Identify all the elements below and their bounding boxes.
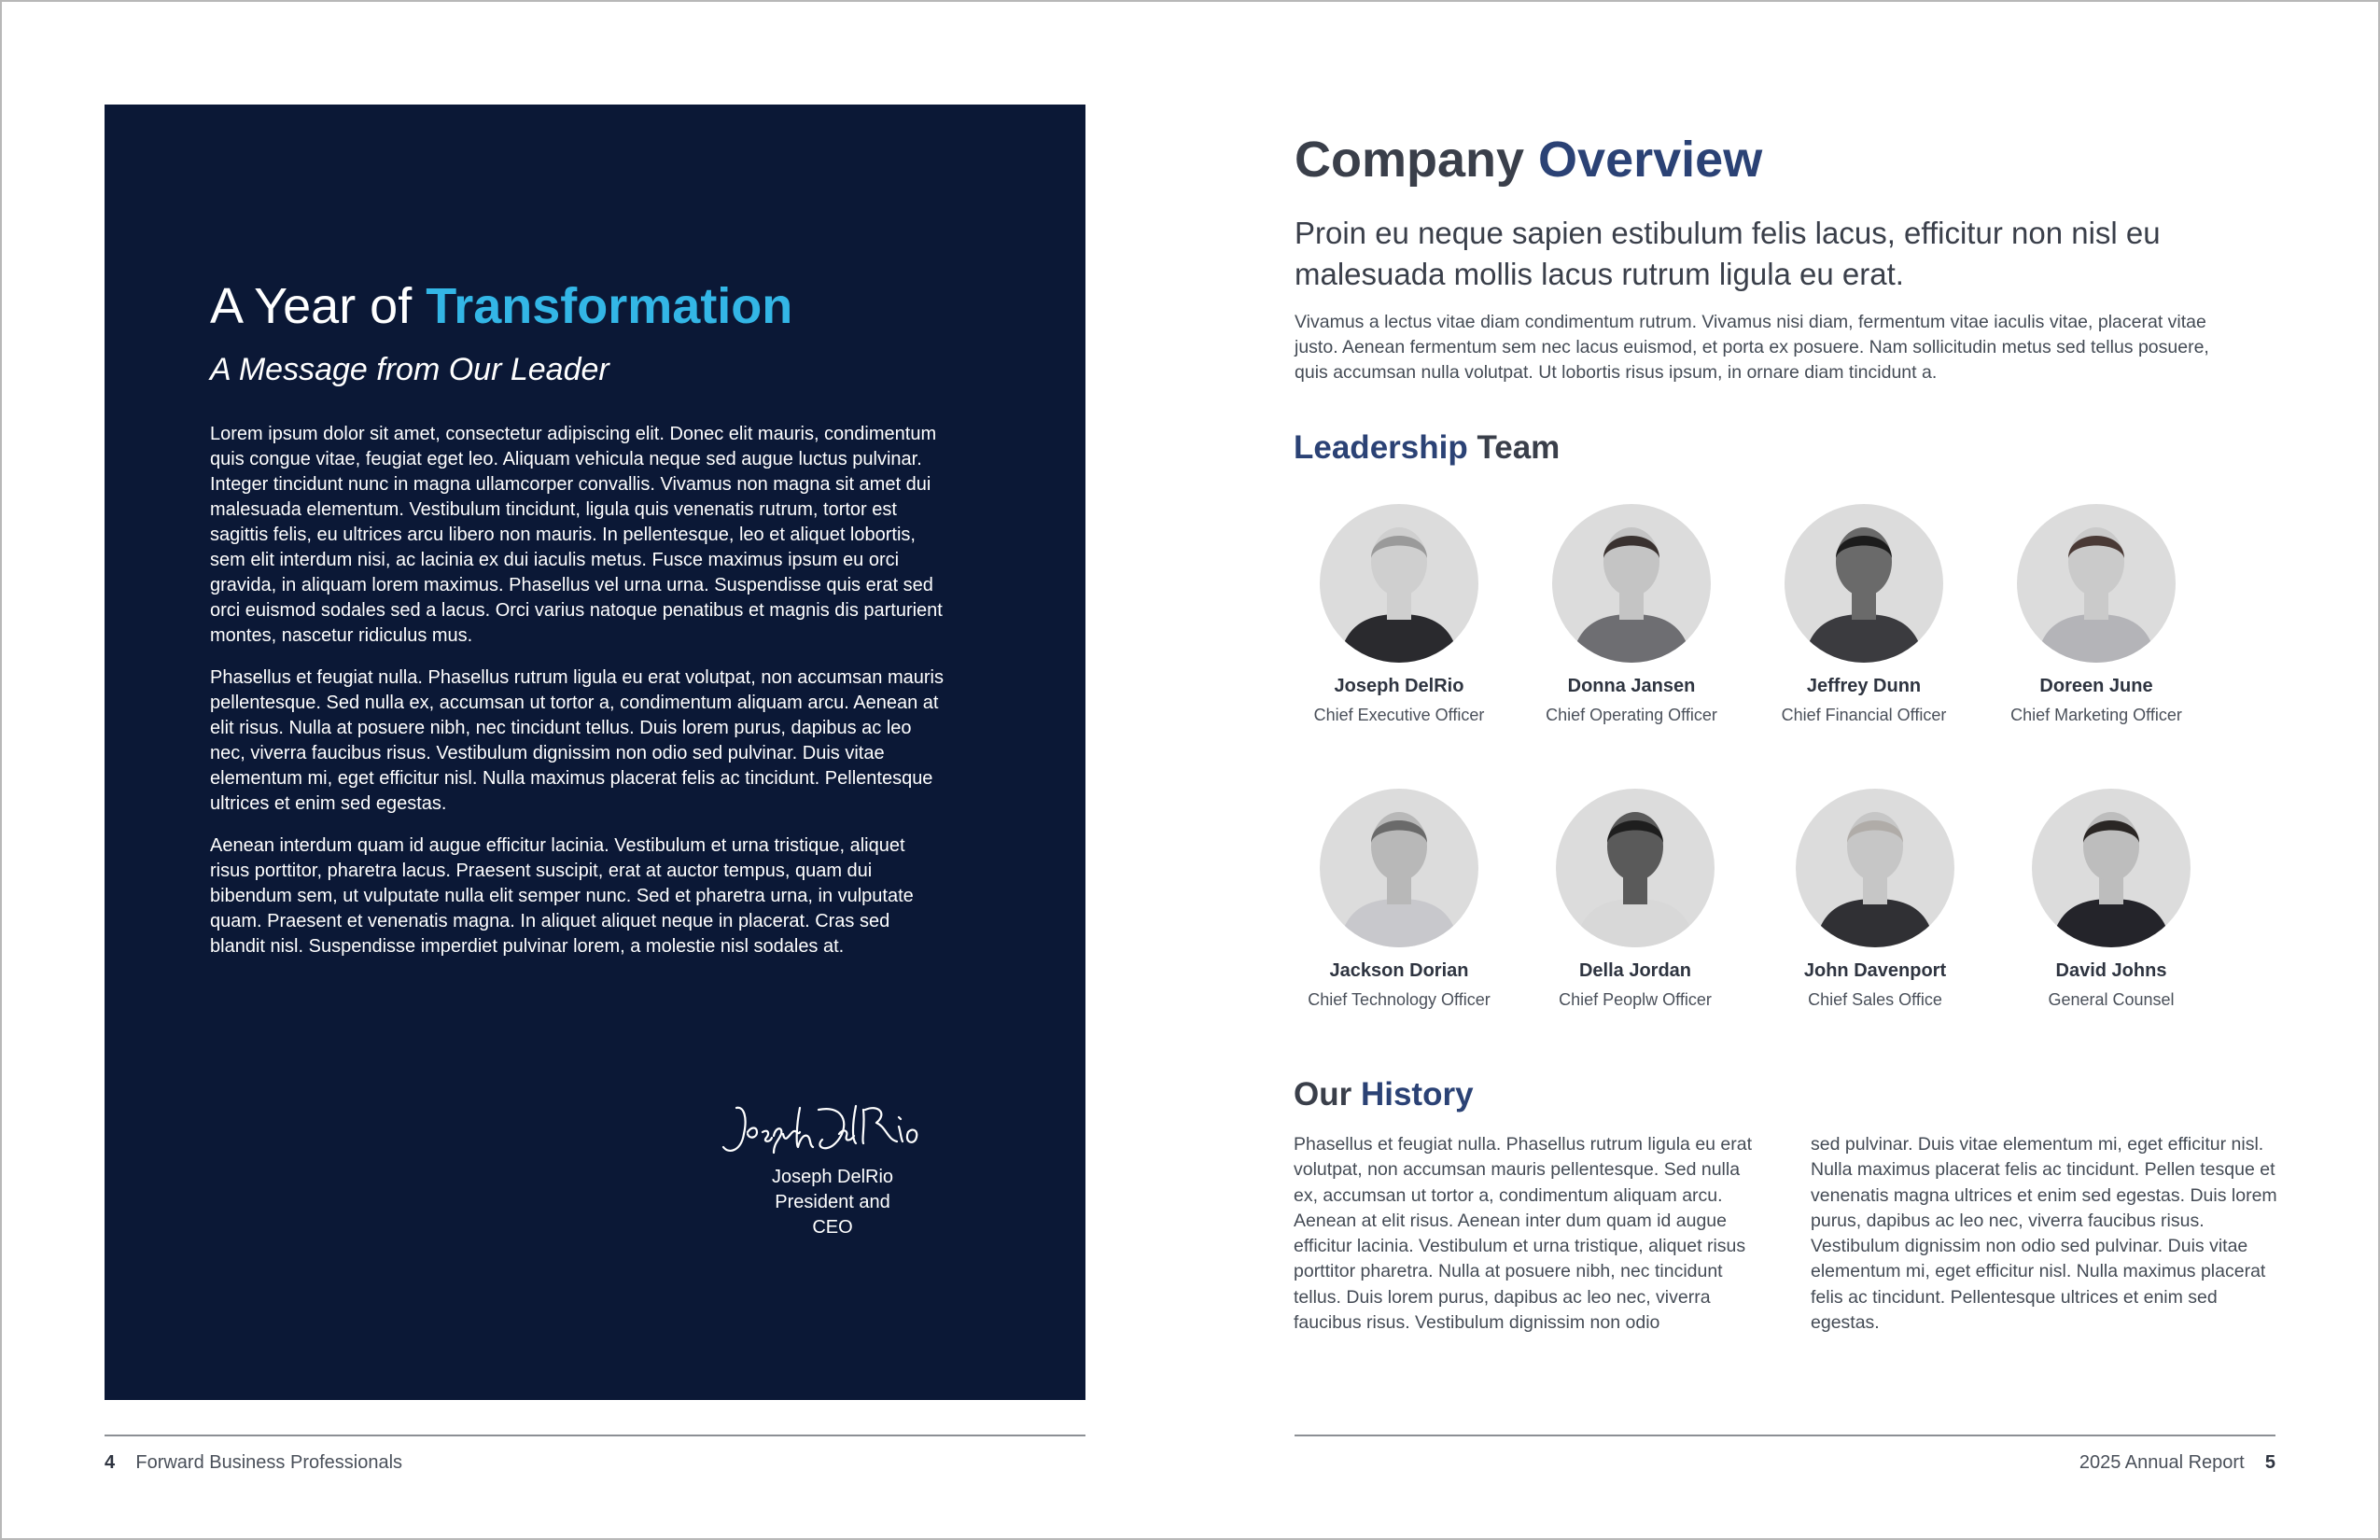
heading-accent: History — [1360, 1076, 1474, 1113]
leader-name: Donna Jansen — [1567, 676, 1696, 696]
leader-card — [1763, 789, 1987, 1010]
leader-name: John Davenport — [1803, 960, 1947, 981]
leader-photo — [1556, 789, 1715, 947]
leader-role: Chief Financial Officer — [1781, 706, 1947, 724]
leader-role: Chief Operating Officer — [1546, 706, 1717, 724]
leader-role: Chief Technology Officer — [1308, 990, 1491, 1009]
left-footer-rule — [105, 1435, 1085, 1436]
message-paragraph: Aenean interdum quam id augue efficitur lacinia. Vestibulum et urna tristique, aliquet risus porttitor, pharetra lacus. Praesent suscipit, erat at auctor tempus, quam dui bibendum sem, ut vulputate nulla elit semper nunc. Sed et pharetra urna, in vulputate quam. Praesent et venenatis magna. In aliquet aliquet neque in placerat. Cras sed blandit nisl. Suspendisse imperdiet pulvinar lorem, a molestie nisl sodales at. — [210, 835, 914, 957]
signer-name: Joseph DelRio — [771, 1167, 894, 1187]
leader-card — [1287, 504, 1511, 725]
leader-name: Joseph DelRio — [1334, 676, 1464, 696]
leader-card — [1519, 504, 1743, 725]
leader-role: Chief Marketing Officer — [2010, 706, 2182, 724]
history-column-1: Phasellus et feugiat nulla. Phasellus rutrum ligula eu erat volutpat, non accumsan mauris pellentesque. Sed nulla ex, accumsan ut tortor a, condimentum aliquam arcu. Aenean at elit risus. Aenean inter dum quam id augue efficitur lacinia. Vestibulum et urna tristique, aliquet risus porttitor pharetra. Nulla at posuere nibh, nec tincidunt tellus. Duis lorem purus, dapibus ac leo nec, viverra faucibus risus. Vestibulum dignissim non odio — [1294, 1134, 1753, 1334]
signer-block — [758, 1165, 907, 1240]
message-paragraph: Lorem ipsum dolor sit amet, consectetur adipiscing elit. Donec elit mauris, condimentum quis congue vitae, feugiat eget leo. Aliquam vehicula neque sed augue luctus pulvinar. Integer tincidunt nunc in magna ullamcorper convallis. Vivamus non magna sit amet dui malesuada elementum. Vestibulum tincidunt, ligula quis venenatis rutrum, tortor est sagittis felis, eu ultrices arcu libero non mauris. In pellentesque, leo et aliquet lobortis, sem elit interdum nisi, ac lacinia ex dui iaculis metus. Fusce maximus ipsum eu orci gravida, in aliquam lorem maximus. Phasellus vel urna urna. Suspendisse quis erat sed orci euismod sodales sed a lacus. Orci varius natoque penatibus et magnis dis parturient montes, nascetur ridiculus mus. — [210, 424, 943, 646]
leader-card — [1984, 504, 2208, 725]
leader-photo — [2017, 504, 2176, 663]
leader-name: Doreen June — [2039, 676, 2153, 696]
footer-report: 2025 Annual Report — [2079, 1452, 2245, 1473]
title-plain: A Year of — [210, 278, 427, 334]
history-column-2: sed pulvinar. Duis vitae elementum mi, eget efficitur nisl. Nulla maximus placerat felis ac tincidunt. Pellen tesque et venenatis magna ultrices et enim sed egestas. Duis lorem purus, dapibus ac leo nec, viverra faucibus risus. Vestibulum dignissim non odio sed pulvinar. Duis vitae elementum mi, eget efficitur nisl. Nulla maximus placerat felis ac tincidunt. Pellentesque ultrices et enim sed egestas. — [1811, 1134, 2277, 1334]
overview-intro: Vivamus a lectus vitae diam condimentum rutrum. Vivamus nisi diam, fermentum vitae iaculis vitae, placerat vitae justo. Aenean fermentum sem nec lacus euismod, et porta ex posuere. Nam sollicitudin metus sed tellus posuere, quis accumsan nulla volutpat. Ut lobortis risus ipsum, in ornare diam tincidunt a. — [1295, 312, 2209, 383]
leader-name: Jeffrey Dunn — [1806, 676, 1922, 696]
leader-role: Chief Executive Officer — [1313, 706, 1485, 724]
right-footer — [2079, 1452, 2275, 1474]
leader-card — [1752, 504, 1976, 725]
title-accent: Transformation — [426, 278, 793, 334]
leadership-heading — [1294, 429, 1560, 467]
leader-photo — [1785, 504, 1943, 663]
leader-role: Chief Sales Office — [1808, 990, 1942, 1009]
left-footer — [105, 1452, 402, 1474]
ceo-signature — [716, 1089, 977, 1173]
leader-photo — [1796, 789, 1954, 947]
leader-photo — [1320, 789, 1478, 947]
message-paragraph: Phasellus et feugiat nulla. Phasellus rutrum ligula eu erat volutpat, non accumsan mauris pellentesque. Sed nulla ex, accumsan ut tortor a, condimentum aliquam arcu. Aenean at elit risus. Nulla at posuere nibh, nec tincidunt tellus. Duis lorem purus, dapibus ac leo nec, viverra faucibus risus. Vestibulum dignissim non odio sed pulvinar. Duis vitae elementum mi, eget efficitur nisl. Nulla maximus placerat felis ac tincidunt. Pellentesque ultrices et enim sed egestas. — [210, 667, 944, 814]
footer-org: Forward Business Professionals — [135, 1452, 403, 1473]
title-plain: Company — [1295, 132, 1539, 188]
leader-photo — [2032, 789, 2191, 947]
leader-card — [1999, 789, 2223, 1010]
leader-card — [1287, 789, 1511, 1010]
leader-role: Chief Peoplw Officer — [1559, 990, 1712, 1009]
right-footer-rule — [1295, 1435, 2275, 1436]
message-title — [210, 277, 792, 335]
leader-photo — [1552, 504, 1711, 663]
leader-name: Della Jordan — [1578, 960, 1692, 981]
message-subtitle: A Message from Our Leader — [210, 352, 609, 387]
heading-plain: Team — [1467, 429, 1561, 466]
leader-role: General Counsel — [2048, 990, 2175, 1009]
page-number: 4 — [105, 1452, 116, 1473]
history-heading — [1294, 1076, 1474, 1113]
signer-title: President and CEO — [775, 1192, 890, 1238]
leader-card — [1523, 789, 1747, 1010]
heading-plain: Our — [1294, 1076, 1361, 1113]
page-number: 5 — [2264, 1452, 2275, 1473]
overview-lead: Proin eu neque sapien estibulum felis lacus, efficitur non nisl eu malesuada mollis lacus rutrum ligula eu erat. — [1295, 216, 2161, 291]
leader-message-panel — [105, 105, 1085, 1400]
heading-accent: Leadership — [1294, 429, 1468, 466]
overview-title — [1295, 131, 1762, 189]
leader-name: Jackson Dorian — [1329, 960, 1469, 981]
leader-name: David Johns — [2055, 960, 2167, 981]
title-accent: Overview — [1538, 132, 1763, 188]
message-body — [210, 422, 945, 976]
leader-photo — [1320, 504, 1478, 663]
